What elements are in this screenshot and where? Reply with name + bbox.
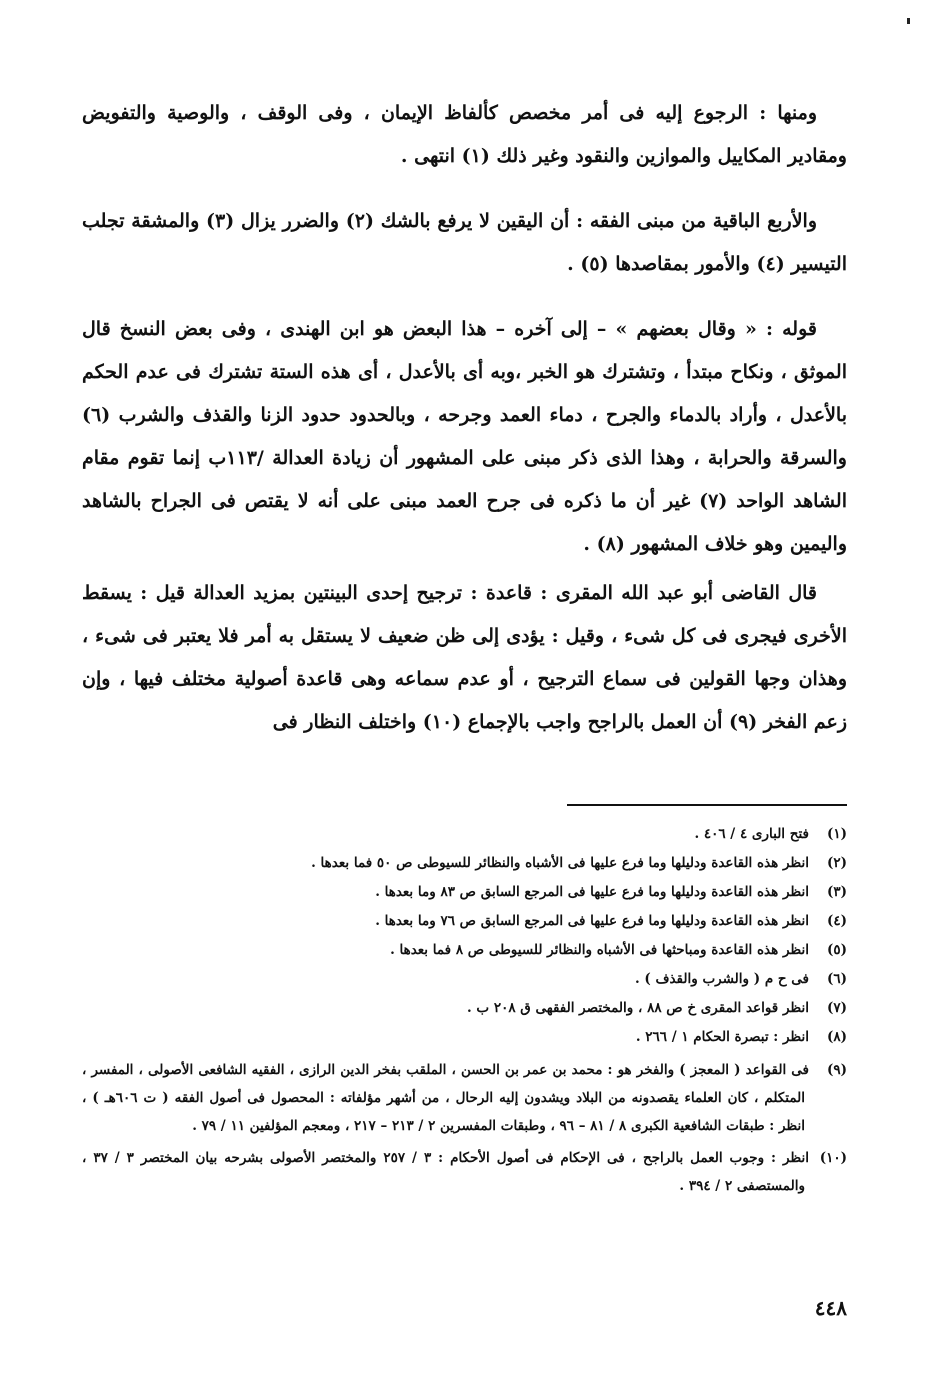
footnote-number: (٧) xyxy=(826,1000,847,1016)
footnote-2 xyxy=(82,849,847,878)
footnote-number: (٣) xyxy=(826,884,847,900)
footnote-text: انظر هذه القاعدة ودليلها وما فرع عليها فى الأشباه والنظائر للسيوطى ص ٥٠ فما بعدها . xyxy=(311,855,809,871)
footnote-number: (١٠) xyxy=(819,1150,847,1166)
footnote-text: فتح البارى ٤ / ٤٠٦ . xyxy=(694,826,809,842)
footnote-6 xyxy=(82,965,847,994)
footnote-text: انظر هذه القاعدة ومباحثها فى الأشباه والنظائر للسيوطى ص ٨ فما بعدها . xyxy=(390,942,809,958)
footnote-number: (٨) xyxy=(826,1029,847,1045)
footnote-number: (٢) xyxy=(826,855,847,871)
footnote-text: انظر : تبصرة الحكام ١ / ٢٦٦ . xyxy=(635,1029,809,1045)
footnote-text: انظر هذه القاعدة ودليلها وما فرع عليها فى المرجع السابق ص ٧٦ وما بعدها . xyxy=(375,913,809,929)
paragraph-2: والأربع الباقية من مبنى الفقه : أن اليقين لا يرفع بالشك (٢) والضرر يزال (٣) والمشقة تجلب التيسير (٤) والأمور بمقاصدها (٥) . xyxy=(82,210,847,275)
footnote-separator xyxy=(567,804,847,806)
paragraph-1: ومنها : الرجوع إليه فى أمر مخصص كألفاظ الإيمان ، وفى الوقف ، والوصية والتفويض ومقادير المكاييل والموازين والنقود وغير ذلك (١) انتهى . xyxy=(82,102,847,167)
footnote-text: فى ح م ( والشرب والقذف ) . xyxy=(634,971,809,987)
paragraph-3: قوله : « وقال بعضهم » – إلى آخره – هذا البعض هو ابن الهندى ، وفى بعض النسخ قال الموثق ، ونكاح مبتدأ ، وتشترك هو الخبر ،وبه أى بالأعدل ، أى هذه الستة تشترك فى عدم الحكم بالأعدل ، وأراد بالدماء والجرح ، دماء العمد وجرحه ، وبالحدود حدود الزنا والقذف والشرب (٦) والسرقة والحرابة ، وهذا الذى ذكر مبنى على المشهور أن زيادة العدالة /١١٣ب إنما تقوم مقام الشاهد الواحد (٧) غير أن ما ذكره فى جرح العمد مبنى على أنه لا يقتص فى الجراح بالشاهد واليمين وهو خلاف المشهور (٨) . xyxy=(82,318,847,555)
footnote-8 xyxy=(82,1023,847,1052)
footnote-number: (٩) xyxy=(826,1062,847,1078)
footnote-number: (٤) xyxy=(826,913,847,929)
footnote-number: (١) xyxy=(826,826,847,842)
footnotes xyxy=(82,820,847,1200)
footnote-5 xyxy=(82,936,847,965)
footnote-4 xyxy=(82,907,847,936)
paragraph-4: قال القاضى أبو عبد الله المقرى : قاعدة : ترجيح إحدى البينتين بمزيد العدالة قيل : يسقط الأخرى فيجرى فى كل شىء ، وقيل : يؤدى إلى ظن ضعيف لا يستقل به أمر فلا يعتبر فى شىء ، وهذان وجها القولين فى سماع الترجيح ، أو عدم سماعه وهى قاعدة أصولية مختلف فيها ، وإن زعم الفخر (٩) أن العمل بالراجح واجب بالإجماع (١٠) واختلف النظار فى xyxy=(82,582,847,733)
footnote-text: انظر قواعد المقرى خ ص ٨٨ ، والمختصر الفقهى ق ٢٠٨ ب . xyxy=(467,1000,809,1016)
footnote-10 xyxy=(82,1144,847,1200)
footnote-text: انظر هذه القاعدة ودليلها وما فرع عليها فى المرجع السابق ص ٨٣ وما بعدها . xyxy=(375,884,809,900)
scan-mark xyxy=(907,18,910,24)
footnote-number: (٥) xyxy=(826,942,847,958)
footnote-text: فى القواعد ( المعجز ) والفخر هو : محمد بن عمر بن الحسن ، الملقب بفخر الدين الرازى ، الفقيه الشافعى الأصولى ، المفسر ، المتكلم ، كان العلماء يقصدونه من البلاد ويشدون إليه الرحال ، من أشهر مؤلفاته : المحصول فى أصول الفقه ( ت ٦٠٦هـ ) ، انظر : طبقات الشافعية الكبرى ٨ / ٨١ – ٩٦ ، وطبقات المفسرين ٢ / ٢١٣ – ٢١٧ ، ومعجم المؤلفين ١١ / ٧٩ . xyxy=(82,1062,809,1134)
footnote-1 xyxy=(82,820,847,849)
footnote-3 xyxy=(82,878,847,907)
footnote-text: انظر : وجوب العمل بالراجح ، فى الإحكام فى أصول الأحكام : ٣ / ٢٥٧ والمختصر الأصولى بشرحه بيان المختصر ٣ / ٣٧ ، والمستصفى ٢ / ٣٩٤ . xyxy=(82,1150,809,1194)
footnote-number: (٦) xyxy=(826,971,847,987)
footnote-9 xyxy=(82,1056,847,1140)
page-number: ٤٤٨ xyxy=(814,1296,847,1320)
main-text xyxy=(82,92,847,744)
footnote-7 xyxy=(82,994,847,1023)
